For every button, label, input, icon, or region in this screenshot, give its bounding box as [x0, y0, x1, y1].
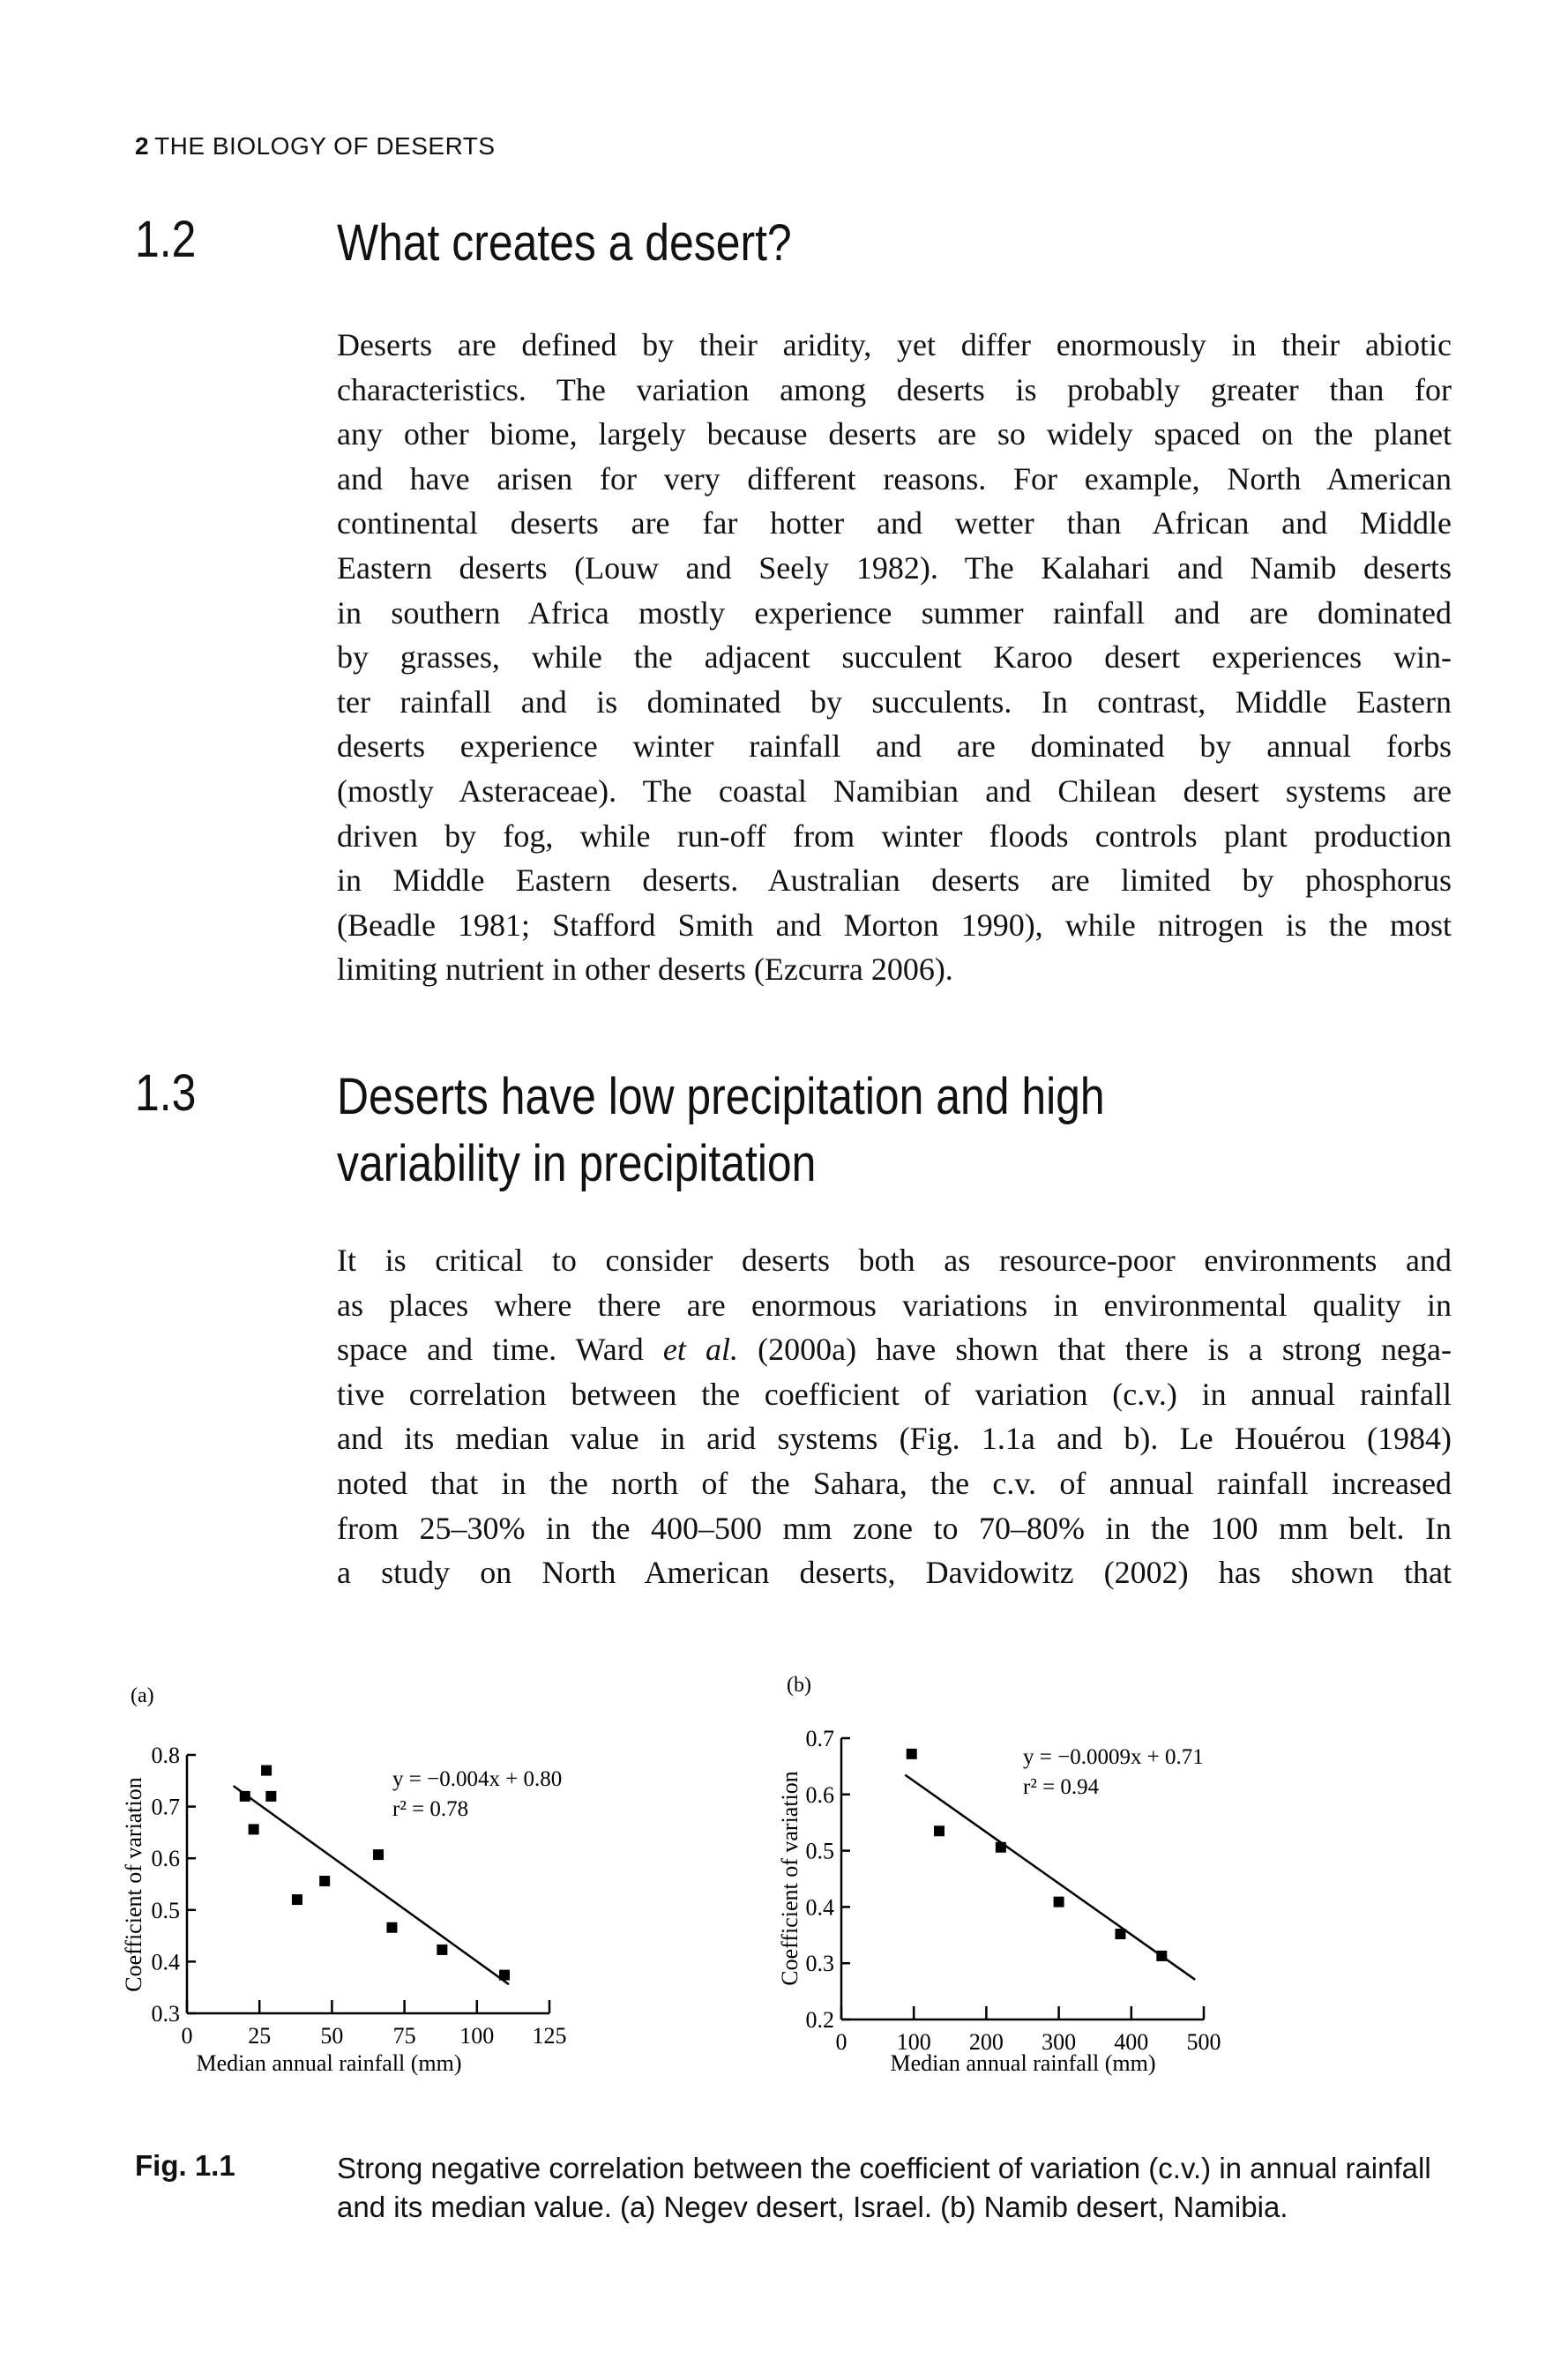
- y-tick-label: 0.6: [805, 1781, 834, 1808]
- y-axis-label: Coefficient of variation: [121, 1777, 146, 1992]
- paragraph-1-2: [337, 323, 1452, 992]
- regression-line: [905, 1775, 1195, 1980]
- data-point: [1054, 1897, 1064, 1907]
- x-tick-label: 25: [248, 2023, 272, 2049]
- y-axis-label: Coefficient of variation: [777, 1771, 803, 1986]
- caption-line: and its median value. (a) Negev desert, Israel. (b) Namib desert, Namibia.: [337, 2191, 1288, 2223]
- text-line: [337, 1327, 1452, 1372]
- text-line: characteristics. The variation among deserts is probably greater than for: [337, 371, 1452, 407]
- data-point: [240, 1791, 250, 1802]
- text-line: and have arisen for very different reasons. For example, North American: [337, 460, 1452, 496]
- data-point: [373, 1849, 384, 1860]
- data-point: [261, 1766, 272, 1776]
- x-axis-label: Median annual rainfall (mm): [196, 2050, 462, 2076]
- x-tick-label: 300: [1042, 2029, 1077, 2055]
- data-point: [499, 1970, 510, 1981]
- text-line: and its median value in arid systems (Fig. 1.1a and b). Le Houérou (1984): [337, 1421, 1452, 1457]
- caption-line: Strong negative correlation between the coefficient of variation (c.v.) in annual rainfall: [337, 2152, 1431, 2184]
- text-line: a study on North American deserts, Davidowitz (2002) has shown that: [337, 1555, 1452, 1591]
- data-point: [319, 1876, 330, 1886]
- y-tick-label: 0.3: [805, 1951, 834, 1977]
- r-squared-label: r² = 0.94: [1023, 1775, 1100, 1799]
- section-title: What creates a desert?: [337, 214, 792, 272]
- y-tick-label: 0.7: [805, 1726, 834, 1751]
- text-line: noted that in the north of the Sahara, the c.v. of annual rainfall increased: [337, 1465, 1452, 1501]
- panel-label: (a): [131, 1684, 154, 1707]
- data-point: [1156, 1951, 1167, 1961]
- text-line: Deserts are defined by their aridity, yet differ enormously in their abiotic: [337, 327, 1452, 362]
- x-tick-label: 200: [968, 2029, 1004, 2055]
- data-point: [996, 1842, 1006, 1853]
- section-title-line: Deserts have low precipitation and high: [337, 1068, 1105, 1125]
- text-line: limiting nutrient in other deserts (Ezcurra 2006).: [337, 952, 953, 988]
- x-tick-label: 100: [459, 2023, 495, 2049]
- text-line: tive correlation between the coefficient of variation (c.v.) in annual rainfall: [337, 1376, 1452, 1412]
- y-tick-label: 0.2: [805, 2007, 834, 2033]
- figure-caption: [337, 2149, 1457, 2227]
- data-point: [907, 1749, 917, 1759]
- text-line: any other biome, largely because deserts are so widely spaced on the planet: [337, 416, 1452, 452]
- y-tick-label: 0.8: [151, 1743, 180, 1768]
- text-line: deserts experience winter rainfall and are dominated by annual forbs: [337, 728, 1452, 765]
- x-tick-label: 100: [896, 2029, 931, 2055]
- x-axis-label: Median annual rainfall (mm): [890, 2050, 1156, 2076]
- running-header: [135, 132, 496, 161]
- section-number: 1.3: [135, 1064, 197, 1122]
- x-tick-label: 500: [1186, 2029, 1221, 2055]
- figure-label: Fig. 1.1: [135, 2149, 235, 2182]
- paragraph-1-3: [337, 1238, 1452, 1595]
- text-line: in southern Africa mostly experience summer rainfall and are dominated: [337, 594, 1452, 631]
- page-number: 2: [135, 132, 150, 160]
- text-line: It is critical to consider deserts both as resource-poor environments and: [337, 1243, 1452, 1278]
- panel-label: (b): [787, 1676, 811, 1697]
- x-tick-label: 50: [320, 2023, 344, 2049]
- chart-b: [776, 1676, 1464, 2116]
- data-point: [437, 1945, 447, 1955]
- y-tick-label: 0.7: [151, 1794, 180, 1820]
- data-point: [249, 1824, 259, 1834]
- text-line: in Middle Eastern deserts. Australian deserts are limited by phosphorus: [337, 862, 1452, 899]
- y-tick-label: 0.5: [805, 1838, 834, 1864]
- italic-segment: et al.: [662, 1332, 738, 1368]
- y-tick-label: 0.4: [805, 1894, 834, 1921]
- data-point: [292, 1894, 302, 1905]
- running-title: THE BIOLOGY OF DESERTS: [154, 132, 496, 160]
- text-line: from 25–30% in the 400–500 mm zone to 70–80% in the 100 mm belt. In: [337, 1510, 1452, 1546]
- data-point: [386, 1922, 397, 1933]
- text-line: Eastern deserts (Louw and Seely 1982). The Kalahari and Namib deserts: [337, 549, 1452, 586]
- regression-equation: y = −0.0009x + 0.71: [1023, 1745, 1204, 1769]
- data-point: [265, 1791, 276, 1802]
- section-title-line: variability in precipitation: [337, 1135, 817, 1192]
- x-tick-label: 400: [1114, 2029, 1149, 2055]
- text-line: (mostly Asteraceae). The coastal Namibian and Chilean desert systems are: [337, 773, 1452, 809]
- text-line: (Beadle 1981; Stafford Smith and Morton 1990), while nitrogen is the most: [337, 907, 1452, 943]
- data-point: [934, 1825, 945, 1836]
- y-tick-label: 0.5: [151, 1897, 180, 1923]
- y-tick-label: 0.6: [151, 1846, 180, 1872]
- y-tick-label: 0.4: [151, 1949, 180, 1975]
- text-line: as places where there are enormous variations in environmental quality in: [337, 1287, 1452, 1323]
- r-squared-label: r² = 0.78: [392, 1797, 469, 1821]
- y-tick-label: 0.3: [151, 2001, 180, 2027]
- x-tick-label: 125: [532, 2023, 567, 2049]
- section-title: [337, 1064, 1105, 1198]
- text-line: driven by fog, while run-off from winter floods controls plant production: [337, 817, 1452, 854]
- x-tick-label: 75: [392, 2023, 416, 2049]
- text-segment: (2000a) have shown that there is a strong nega-: [738, 1332, 1452, 1368]
- data-point: [1115, 1929, 1125, 1939]
- section-number: 1.2: [135, 211, 197, 268]
- x-tick-label: 0: [835, 2029, 847, 2055]
- regression-equation: y = −0.004x + 0.80: [392, 1767, 563, 1791]
- chart-a: [115, 1676, 785, 2116]
- text-line: ter rainfall and is dominated by succulents. In contrast, Middle Eastern: [337, 683, 1452, 720]
- x-tick-label: 0: [181, 2023, 193, 2049]
- text-line: continental deserts are far hotter and wetter than African and Middle: [337, 505, 1452, 541]
- text-line: by grasses, while the adjacent succulent Karoo desert experiences win-: [337, 639, 1452, 676]
- text-segment: space and time. Ward: [337, 1332, 663, 1368]
